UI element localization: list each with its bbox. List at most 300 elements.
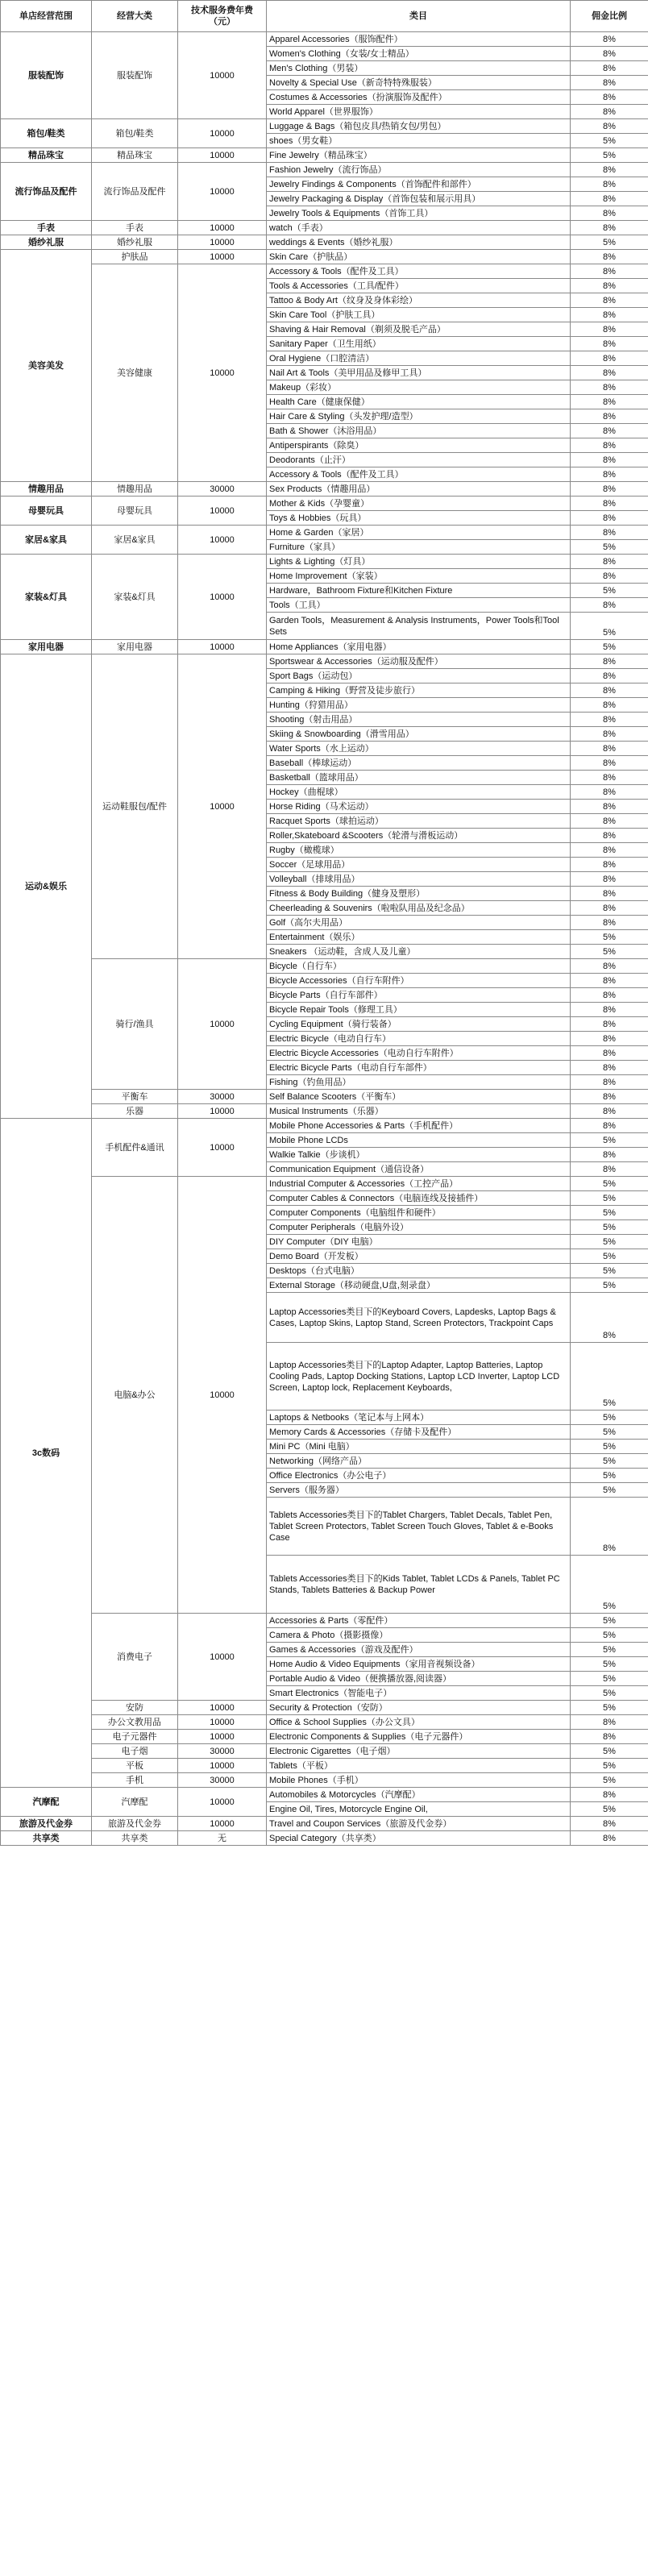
table-row [1,654,648,669]
commission-rate-cell: 8% [571,698,648,713]
service-fee-cell: 10000 [178,250,267,264]
category-cell: Volleyball（排球用品） [267,872,571,887]
category-cell: Walkie Talkie（步谈机） [267,1148,571,1162]
table-row [1,148,648,163]
category-cell: Camera & Photo（摄影摄像） [267,1628,571,1643]
table-body [1,32,648,1846]
category-cell: Special Category（共享类） [267,1831,571,1846]
table-row [1,264,648,279]
category-cell: Shooting（射击用品） [267,713,571,727]
commission-rate-cell: 8% [571,32,648,47]
category-cell: Home Audio & Video Equipments（家用音视频设备） [267,1657,571,1672]
service-fee-cell: 10000 [178,654,267,959]
category-cell: Self Balance Scooters（平衡车） [267,1090,571,1104]
scope-cell: 家装&灯具 [1,555,92,640]
scope-cell: 美容美发 [1,250,92,482]
major-category-cell: 美容健康 [92,264,178,482]
category-cell: Desktops（台式电脑） [267,1264,571,1278]
category-cell: Sex Products（情趣用品） [267,482,571,497]
scope-cell: 精品珠宝 [1,148,92,163]
category-cell: Skin Care（护肤品） [267,250,571,264]
commission-rate-cell: 8% [571,974,648,988]
commission-rate-cell: 5% [571,1773,648,1788]
commission-rate-cell: 8% [571,1090,648,1104]
service-fee-cell: 10000 [178,1614,267,1701]
commission-rate-cell: 5% [571,1759,648,1773]
commission-rate-cell: 8% [571,916,648,930]
service-fee-cell: 10000 [178,1817,267,1831]
commission-rate-cell: 8% [571,1075,648,1090]
commission-rate-cell: 5% [571,1264,648,1278]
commission-rate-cell: 8% [571,177,648,192]
category-cell: Luggage & Bags（箱包皮具/热销女包/男包） [267,119,571,134]
category-cell: Engine Oil, Tires, Motorcycle Engine Oil, [267,1802,571,1817]
major-category-cell: 手机 [92,1773,178,1788]
category-cell: Rugby（橄榄球） [267,843,571,858]
major-category-cell: 箱包/鞋类 [92,119,178,148]
commission-rate-cell: 8% [571,1119,648,1133]
category-cell: Hardware，Bathroom Fixture和Kitchen Fixture [267,584,571,598]
service-fee-cell: 10000 [178,1177,267,1614]
major-category-cell: 安防 [92,1701,178,1715]
service-fee-cell: 10000 [178,235,267,250]
category-cell: Baseball（棒球运动） [267,756,571,771]
category-cell: Cheerleading & Souvenirs（啦啦队用品及纪念品） [267,901,571,916]
commission-rate-cell: 8% [571,1817,648,1831]
commission-rate-cell: 8% [571,887,648,901]
category-cell: Hair Care & Styling（头发护理/造型） [267,409,571,424]
commission-rate-cell: 8% [571,61,648,76]
table-row [1,1817,648,1831]
category-cell: Costumes & Accessories（扮演服饰及配件） [267,90,571,105]
commission-rate-cell: 8% [571,511,648,526]
major-category-cell: 旅游及代金券 [92,1817,178,1831]
category-cell: Accessory & Tools（配件及工具） [267,264,571,279]
category-cell: Office Electronics（办公电子） [267,1469,571,1483]
scope-cell: 服装配饰 [1,32,92,119]
category-cell: Fine Jewelry（精品珠宝） [267,148,571,163]
commission-rate-cell: 5% [571,235,648,250]
commission-rate-cell: 5% [571,1686,648,1701]
category-cell: Electric Bicycle（电动自行车） [267,1032,571,1046]
commission-rate-cell: 5% [571,1744,648,1759]
service-fee-cell: 10000 [178,959,267,1090]
category-cell: Racquet Sports（球拍运动） [267,814,571,829]
commission-rate-cell: 8% [571,1715,648,1730]
commission-rate-cell: 5% [571,1133,648,1148]
commission-rate-cell: 8% [571,395,648,409]
commission-rate-cell: 5% [571,1628,648,1643]
service-fee-cell: 10000 [178,555,267,640]
commission-rate-cell: 8% [571,742,648,756]
category-cell: Oral Hygiene（口腔清洁） [267,351,571,366]
commission-rate-cell: 5% [571,1425,648,1440]
commission-rate-cell: 5% [571,148,648,163]
commission-rate-cell: 5% [571,1614,648,1628]
category-cell: Toys & Hobbies（玩具） [267,511,571,526]
table-row [1,1759,648,1773]
category-cell: Security & Protection（安防） [267,1701,571,1715]
header-service-fee: 技术服务费年费（元） [178,1,267,32]
category-cell: Golf（高尔夫用品） [267,916,571,930]
service-fee-cell: 10000 [178,526,267,555]
table-row [1,1744,648,1759]
commission-rate-cell: 8% [571,351,648,366]
commission-rate-cell: 5% [571,1483,648,1498]
commission-rate-cell: 5% [571,640,648,654]
table-row [1,555,648,569]
commission-rate-cell: 8% [571,800,648,814]
commission-rate-cell: 8% [571,1104,648,1119]
major-category-cell: 家居&家具 [92,526,178,555]
table-row [1,482,648,497]
major-category-cell: 婚纱礼服 [92,235,178,250]
category-cell: Networking（网络产品） [267,1454,571,1469]
category-cell: Sanitary Paper（卫生用纸） [267,337,571,351]
commission-rate-cell: 8% [571,308,648,322]
category-cell: Automobiles & Motorcycles（汽摩配） [267,1788,571,1802]
category-cell: Computer Cables & Connectors（电脑连线及接插件） [267,1191,571,1206]
commission-rate-cell: 5% [571,1802,648,1817]
table-row [1,1831,648,1846]
commission-rate-cell: 8% [571,1730,648,1744]
service-fee-cell: 10000 [178,119,267,148]
category-cell: Water Sports（水上运动） [267,742,571,756]
category-cell: shoes（男女鞋） [267,134,571,148]
category-cell: Bicycle Repair Tools（修理工具） [267,1003,571,1017]
major-category-cell: 母婴玩具 [92,497,178,526]
commission-rate-cell: 8% [571,1148,648,1162]
category-cell: Mobile Phone LCDs [267,1133,571,1148]
category-cell: Home Appliances（家用电器） [267,640,571,654]
commission-rate-cell: 5% [571,1556,648,1614]
category-cell: Sneakers （运动鞋，含成人及儿童） [267,945,571,959]
category-cell: Home & Garden（家居） [267,526,571,540]
category-cell: Demo Board（开发板） [267,1249,571,1264]
table-row [1,250,648,264]
major-category-cell: 电子烟 [92,1744,178,1759]
category-cell: Computer Peripherals（电脑外设） [267,1220,571,1235]
commission-rate-cell: 8% [571,858,648,872]
commission-rate-cell: 5% [571,930,648,945]
scope-cell: 母婴玩具 [1,497,92,526]
commission-rate-cell: 8% [571,727,648,742]
commission-rate-cell: 5% [571,1220,648,1235]
category-cell: Fashion Jewelry（流行饰品） [267,163,571,177]
category-cell: Jewelry Findings & Components（首饰配件和部件） [267,177,571,192]
category-cell: Electric Bicycle Accessories（电动自行车附件） [267,1046,571,1061]
commission-rate-cell: 8% [571,1017,648,1032]
commission-rate-cell: 8% [571,669,648,683]
category-cell: Women's Clothing（女装/女士精品） [267,47,571,61]
commission-rate-cell: 8% [571,438,648,453]
commission-rate-cell: 8% [571,250,648,264]
commission-rate-cell: 8% [571,785,648,800]
category-cell: External Storage（移动硬盘,U盘,刻录盘） [267,1278,571,1293]
commission-rate-cell: 5% [571,1701,648,1715]
category-cell: Camping & Hiking（野营及徒步旅行） [267,683,571,698]
table-row [1,1715,648,1730]
commission-rate-cell: 5% [571,584,648,598]
commission-rate-cell: 8% [571,1162,648,1177]
commission-rate-cell: 8% [571,76,648,90]
commission-rate-cell: 8% [571,1831,648,1846]
service-fee-cell: 10000 [178,32,267,119]
category-cell: Horse Riding（马术运动） [267,800,571,814]
major-category-cell: 家用电器 [92,640,178,654]
scope-cell: 家用电器 [1,640,92,654]
commission-rate-cell: 8% [571,1032,648,1046]
service-fee-cell: 10000 [178,497,267,526]
major-category-cell: 电子元器件 [92,1730,178,1744]
commission-rate-cell: 8% [571,526,648,540]
commission-rate-cell: 8% [571,119,648,134]
category-cell: Health Care（健康保健） [267,395,571,409]
service-fee-cell: 10000 [178,1759,267,1773]
category-cell: Office & School Supplies（办公文具） [267,1715,571,1730]
commission-rate-cell: 8% [571,279,648,293]
service-fee-cell: 10000 [178,640,267,654]
commission-rate-cell: 8% [571,482,648,497]
category-cell: Electronic Cigarettes（电子烟） [267,1744,571,1759]
commission-rate-cell: 8% [571,467,648,482]
service-fee-cell: 30000 [178,1090,267,1104]
category-cell: Accessory & Tools（配件及工具） [267,467,571,482]
header-row [1,1,648,32]
category-cell: Tablets Accessories类目下的Tablet Chargers, Tablet Decals, Tablet Pen, Tablet Screen Protectors, Tablet Screen Touch Gloves, Tablet & e-Books Case [267,1498,571,1556]
commission-rate-cell: 5% [571,1191,648,1206]
commission-rate-cell: 8% [571,988,648,1003]
commission-rate-cell: 8% [571,771,648,785]
commission-rate-cell: 8% [571,959,648,974]
commission-rate-cell: 8% [571,1046,648,1061]
category-cell: DIY Computer（DIY 电脑） [267,1235,571,1249]
commission-rate-cell: 8% [571,90,648,105]
commission-rate-cell: 8% [571,555,648,569]
category-cell: Hunting（狩猎用品） [267,698,571,713]
table-row [1,235,648,250]
major-category-cell: 运动鞋服包/配件 [92,654,178,959]
table-row [1,959,648,974]
category-cell: Fitness & Body Building（健身及塑形） [267,887,571,901]
category-cell: Smart Electronics（智能电子） [267,1686,571,1701]
commission-rate-cell: 5% [571,1672,648,1686]
category-cell: Jewelry Tools & Equipments（首饰工具） [267,206,571,221]
commission-rate-cell: 5% [571,1206,648,1220]
major-category-cell: 手机配件&通讯 [92,1119,178,1177]
commission-rate-cell: 8% [571,1498,648,1556]
commission-rate-cell: 8% [571,380,648,395]
category-cell: Laptop Accessories类目下的Laptop Adapter, Laptop Batteries, Laptop Cooling Pads, Laptop Docking Stations, Laptop LCD Inverter, Laptop LCD Screen, Laptop lock, Replacement Keyboards, [267,1343,571,1411]
category-cell: Communication Equipment（通信设备） [267,1162,571,1177]
category-cell: Tools（工具） [267,598,571,613]
category-cell: Apparel Accessories（服饰配件） [267,32,571,47]
category-cell: Mobile Phone Accessories & Parts（手机配件） [267,1119,571,1133]
table-row [1,32,648,47]
table-row [1,1177,648,1191]
category-cell: Cycling Equipment（骑行装备） [267,1017,571,1032]
category-cell: Entertainment（娱乐） [267,930,571,945]
category-cell: Antiperspirants（除臭） [267,438,571,453]
category-cell: Travel and Coupon Services（旅游及代金券） [267,1817,571,1831]
service-fee-cell: 10000 [178,148,267,163]
commission-rate-cell: 8% [571,1788,648,1802]
service-fee-cell: 10000 [178,1715,267,1730]
category-cell: Accessories & Parts（零配件） [267,1614,571,1628]
commission-rate-cell: 5% [571,1278,648,1293]
commission-rate-cell: 5% [571,1469,648,1483]
commission-rate-cell: 8% [571,424,648,438]
major-category-cell: 骑行/渔具 [92,959,178,1090]
category-cell: Computer Components（电脑组件和硬件） [267,1206,571,1220]
table-row [1,119,648,134]
major-category-cell: 手表 [92,221,178,235]
table-row [1,1090,648,1104]
commission-rate-cell: 8% [571,683,648,698]
scope-cell: 婚纱礼服 [1,235,92,250]
category-cell: Roller,Skateboard &Scooters（轮滑与滑板运动） [267,829,571,843]
category-cell: Bicycle Accessories（自行车附件） [267,974,571,988]
scope-cell: 旅游及代金券 [1,1817,92,1831]
major-category-cell: 平衡车 [92,1090,178,1104]
major-category-cell: 精品珠宝 [92,148,178,163]
commission-rate-cell: 8% [571,366,648,380]
table-row [1,163,648,177]
service-fee-cell: 30000 [178,1773,267,1788]
category-cell: weddings & Events（婚纱礼服） [267,235,571,250]
commission-rate-cell: 8% [571,337,648,351]
commission-rate-cell: 5% [571,1440,648,1454]
category-cell: Portable Audio & Video（便携播放器,阅读器） [267,1672,571,1686]
header-scope: 单店经营范围 [1,1,92,32]
category-cell: Electronic Components & Supplies（电子元器件） [267,1730,571,1744]
category-cell: Soccer（足球用品） [267,858,571,872]
category-cell: Basketball（篮球用品） [267,771,571,785]
major-category-cell: 服装配饰 [92,32,178,119]
commission-rate-cell: 5% [571,1177,648,1191]
category-cell: Mobile Phones（手机） [267,1773,571,1788]
commission-rate-cell: 8% [571,1061,648,1075]
service-fee-cell: 30000 [178,1744,267,1759]
commission-rate-cell: 8% [571,829,648,843]
service-fee-cell: 10000 [178,1730,267,1744]
commission-rate-cell: 8% [571,713,648,727]
category-cell: Tattoo & Body Art（纹身及身体彩绘） [267,293,571,308]
major-category-cell: 电脑&办公 [92,1177,178,1614]
scope-cell: 汽摩配 [1,1788,92,1817]
category-cell: Novelty & Special Use（新奇特特殊服装） [267,76,571,90]
major-category-cell: 办公文教用品 [92,1715,178,1730]
scope-cell: 手表 [1,221,92,235]
commission-rate-cell: 8% [571,901,648,916]
category-cell: Jewelry Packaging & Display（首饰包装和展示用具） [267,192,571,206]
service-fee-cell: 10000 [178,1104,267,1119]
category-cell: Lights & Lighting（灯具） [267,555,571,569]
category-cell: Makeup（彩妆） [267,380,571,395]
commission-rate-cell: 8% [571,206,648,221]
commission-rate-cell: 5% [571,613,648,640]
major-category-cell: 共享类 [92,1831,178,1846]
commission-rate-cell: 8% [571,814,648,829]
service-fee-cell: 10000 [178,1701,267,1715]
service-fee-cell: 10000 [178,163,267,221]
commission-rate-cell: 5% [571,945,648,959]
scope-cell: 家居&家具 [1,526,92,555]
major-category-cell: 情趣用品 [92,482,178,497]
table-row [1,526,648,540]
category-cell: Sport Bags（运动包） [267,669,571,683]
category-cell: Games & Accessories（游戏及配件） [267,1643,571,1657]
table-row [1,221,648,235]
scope-cell: 3c数码 [1,1119,92,1788]
commission-rate-cell: 5% [571,1643,648,1657]
category-cell: Bicycle（自行车） [267,959,571,974]
category-cell: Musical Instruments（乐器） [267,1104,571,1119]
category-cell: Tools & Accessories（工具/配件） [267,279,571,293]
category-cell: Mother & Kids（孕婴童） [267,497,571,511]
header-category: 类目 [267,1,571,32]
commission-rate-cell: 5% [571,1235,648,1249]
commission-rate-cell: 8% [571,598,648,613]
service-fee-cell: 无 [178,1831,267,1846]
category-cell: Shaving & Hair Removal（剃须及脱毛产品） [267,322,571,337]
commission-rate-cell: 8% [571,569,648,584]
major-category-cell: 乐器 [92,1104,178,1119]
scope-cell: 情趣用品 [1,482,92,497]
commission-rate-cell: 8% [571,221,648,235]
header-major-category: 经营大类 [92,1,178,32]
table-row [1,1119,648,1133]
category-cell: Electric Bicycle Parts（电动自行车部件） [267,1061,571,1075]
commission-rate-cell: 8% [571,872,648,887]
commission-rate-cell: 8% [571,1003,648,1017]
category-cell: Sportswear & Accessories（运动服及配件） [267,654,571,669]
table-row [1,1614,648,1628]
table-row [1,1104,648,1119]
service-fee-cell: 10000 [178,264,267,482]
commission-rate-cell: 8% [571,756,648,771]
category-cell: Skin Care Tool（护肤工具） [267,308,571,322]
table-row [1,497,648,511]
category-cell: Servers（服务器） [267,1483,571,1498]
major-category-cell: 消费电子 [92,1614,178,1701]
table-row [1,1773,648,1788]
category-cell: Laptops & Netbooks（笔记本与上网本） [267,1411,571,1425]
commission-rate-cell: 5% [571,540,648,555]
commission-rate-cell: 8% [571,105,648,119]
category-cell: Bath & Shower（沐浴用品） [267,424,571,438]
table-row [1,1701,648,1715]
category-cell: watch（手表） [267,221,571,235]
table-row [1,1730,648,1744]
category-cell: Deodorants（止汗） [267,453,571,467]
commission-rate-cell: 8% [571,322,648,337]
major-category-cell: 平板 [92,1759,178,1773]
scope-cell: 流行饰品及配件 [1,163,92,221]
service-fee-cell: 30000 [178,482,267,497]
category-cell: Memory Cards & Accessories（存储卡及配件） [267,1425,571,1440]
category-cell: Tablets Accessories类目下的Kids Tablet, Tablet LCDs & Panels, Tablet PC Stands, Tablets Batteries & Backup Power [267,1556,571,1614]
commission-rate-cell: 8% [571,47,648,61]
commission-rate-cell: 8% [571,453,648,467]
scope-cell: 共享类 [1,1831,92,1846]
category-cell: Tablets（平板） [267,1759,571,1773]
commission-rate-cell: 5% [571,1454,648,1469]
commission-rate-cell: 8% [571,1293,648,1343]
scope-cell: 运动&娱乐 [1,654,92,1119]
commission-rate-cell: 8% [571,163,648,177]
table-row [1,1788,648,1802]
